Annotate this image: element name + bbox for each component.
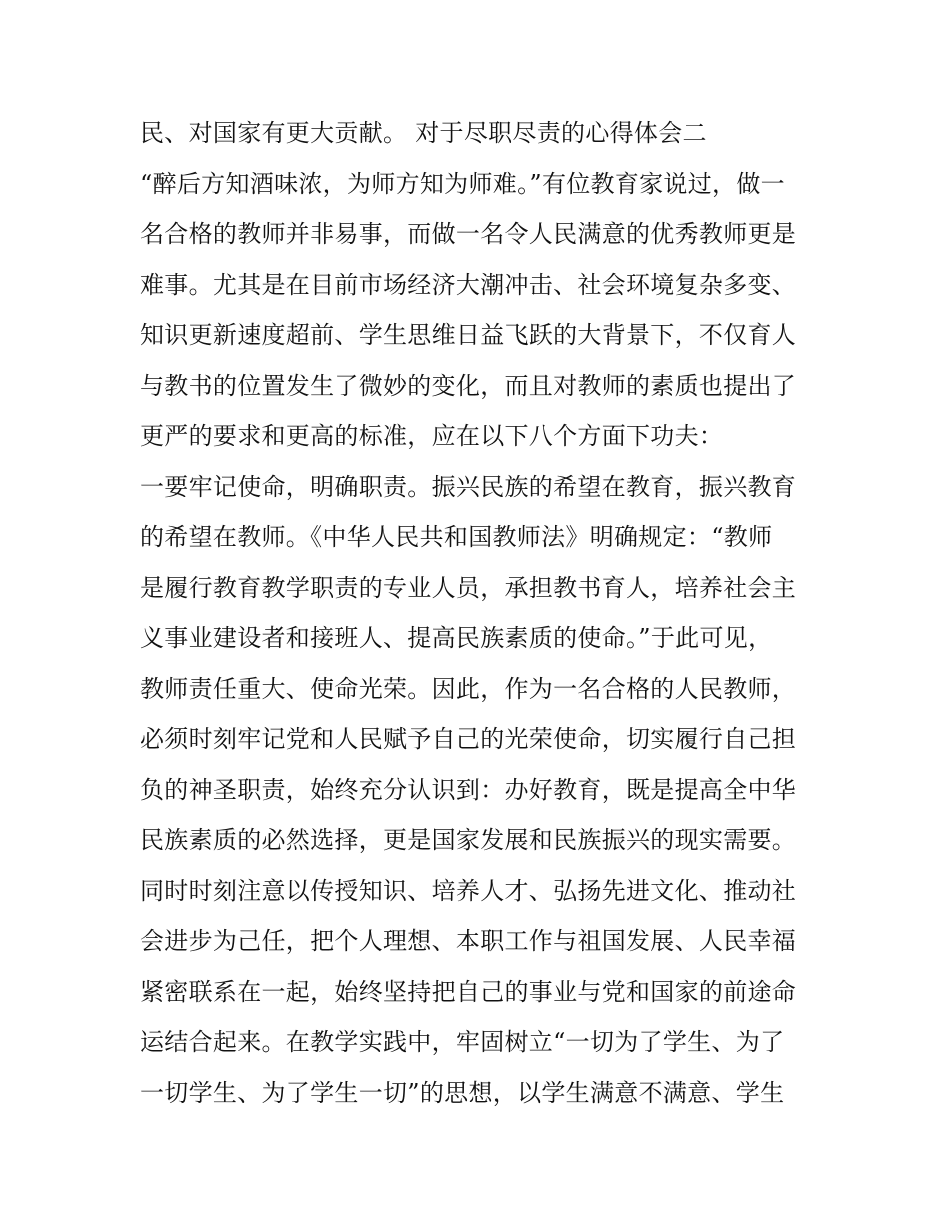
text-line: 必须时刻牢记党和人民赋予自己的光荣使命，切实履行自己担 (140, 725, 797, 753)
text-line: 紧密联系在一起，始终坚持把自己的事业与党和国家的前途命 (140, 977, 797, 1006)
text-line: 与教书的位置发生了微妙的变化，而且对教师的素质也提出了 (140, 371, 797, 400)
text-line: 一要牢记使命，明确职责。振兴民族的希望在教育，振兴教育 (140, 472, 797, 501)
text-line: 义事业建设者和接班人、提高民族素质的使命。”于此可见， (140, 624, 773, 652)
text-line: 知识更新速度超前、学生思维日益飞跃的大背景下，不仅育人 (140, 321, 797, 349)
text-line: 更严的要求和更高的标准，应在以下八个方面下功夫： (140, 422, 724, 450)
text-line: 运结合起来。在教学实践中，牢固树立“一切为了学生、为了 (140, 1028, 785, 1056)
text-line: 民族素质的必然选择，更是国家发展和民族振兴的现实需要。 (140, 826, 797, 854)
text-line: 同时时刻注意以传授知识、培养人才、弘扬先进文化、推动社 (140, 876, 797, 905)
text-line: 一切学生、为了学生一切”的思想，以学生满意不满意、学生 (140, 1078, 785, 1107)
text-line: 难事。尤其是在目前市场经济大潮冲击、社会环境复杂多变、 (140, 270, 797, 299)
text-line: 负的神圣职责，始终充分认识到：办好教育，既是提高全中华 (140, 775, 797, 804)
text-line: 名合格的教师并非易事，而做一名令人民满意的优秀教师更是 (140, 220, 797, 248)
text-line: 是履行教育教学职责的专业人员，承担教书育人，培养社会主 (140, 573, 797, 602)
text-line: “醉后方知酒味浓，为师方知为师难。”有位教育家说过，做一 (140, 169, 785, 198)
text-line: 的希望在教师。《中华人民共和国教师法》明确规定：“教师 (140, 523, 773, 551)
text-line: 民、对国家有更大贡献。 对于尽职尽责的心得体会二 (140, 119, 707, 147)
text-line: 会进步为己任，把个人理想、本职工作与祖国发展、人民幸福 (140, 927, 797, 955)
text-line: 教师责任重大、使命光荣。因此，作为一名合格的人民教师， (140, 674, 797, 703)
body-text (140, 108, 820, 1118)
